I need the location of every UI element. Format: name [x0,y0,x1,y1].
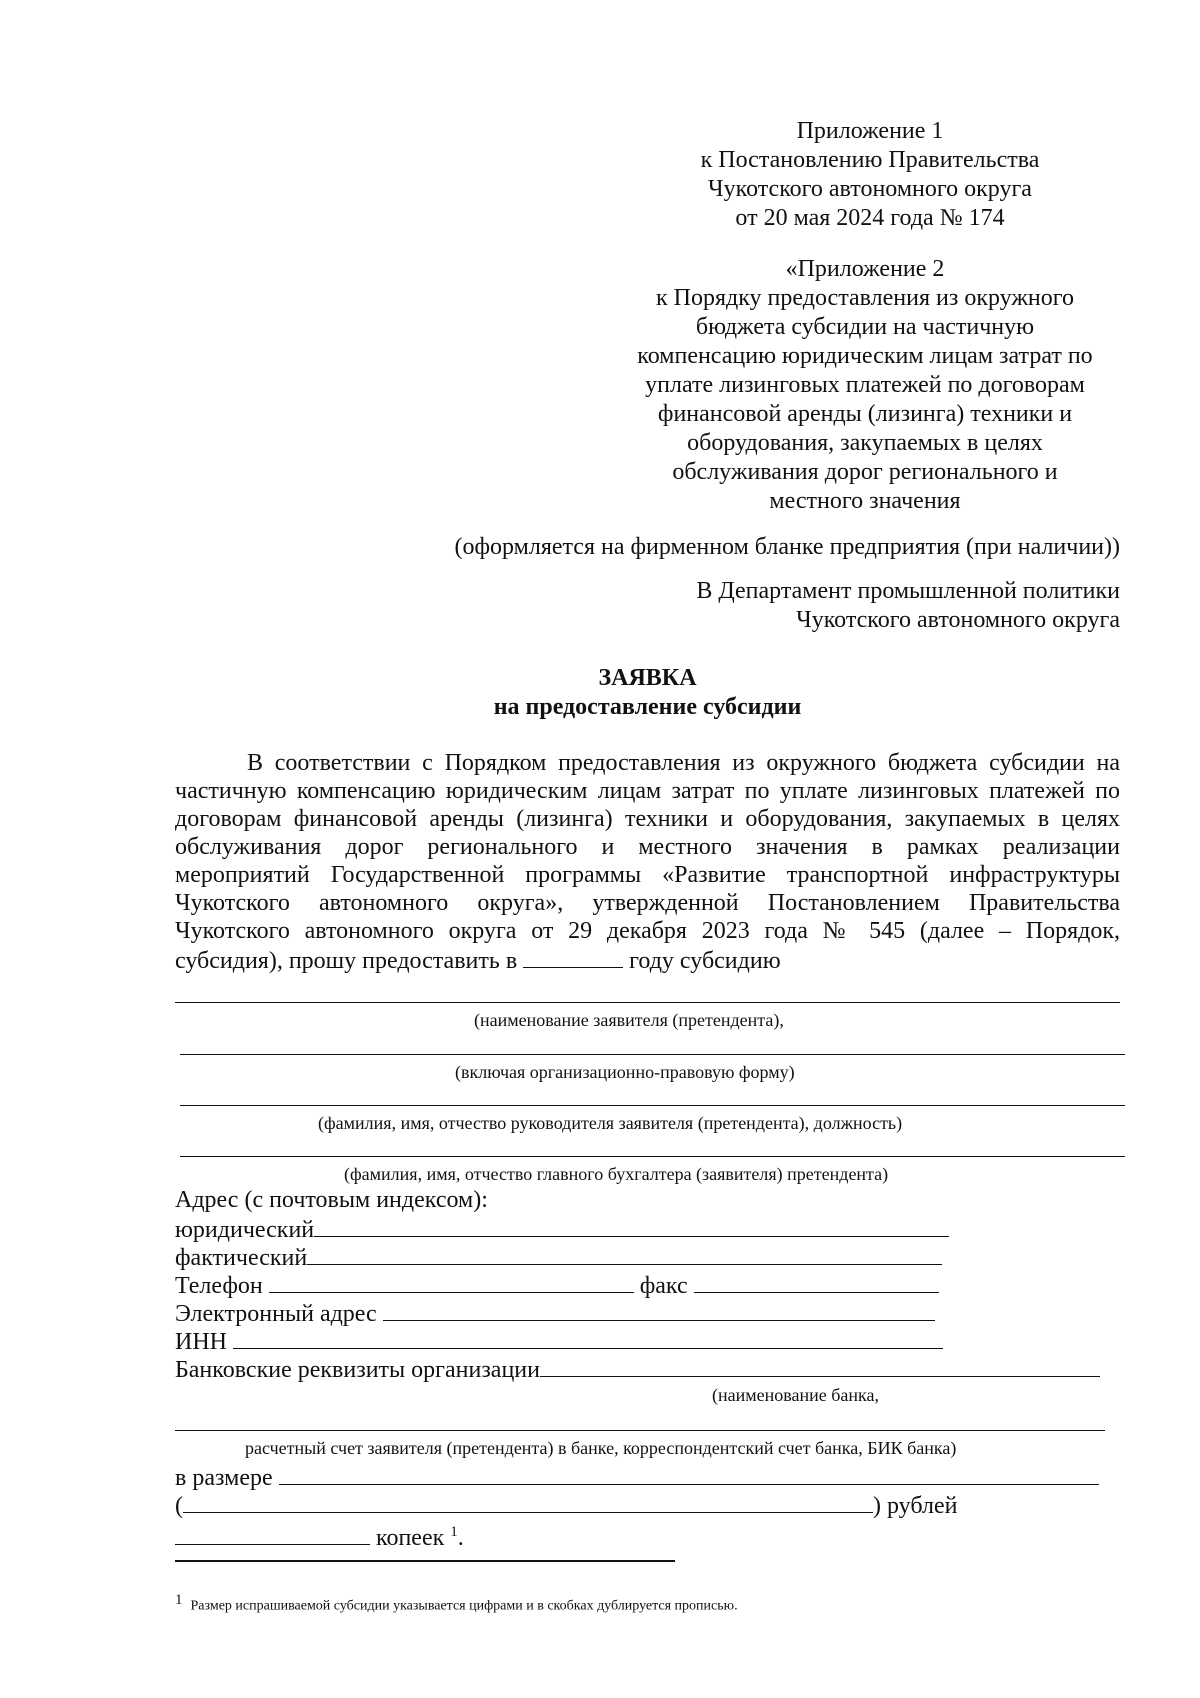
amount-words-field[interactable] [183,1490,873,1513]
caption-legal-form: (включая организационно-правовую форму) [455,1062,795,1082]
applicant-name-line[interactable] [175,1002,1120,1003]
appendix-1-header [660,117,1080,233]
appendix-2-line: уплате лизинговых платежей по договорам [645,372,1085,398]
bank-details-row: Банковские реквизиты организации [175,1354,1100,1384]
appendix-1-line: Чукотского автономного округа [708,176,1032,202]
letterhead-note: (оформляется на фирменном бланке предприятия (при наличии)) [454,534,1120,560]
appendix-2-line: оборудования, закупаемых в целях [687,430,1043,456]
appendix-2-line: к Порядку предоставления из окружного [655,285,1075,311]
title: ЗАЯВКА [598,665,697,691]
appendix-2-line: обслуживания дорог регионального и [672,459,1058,485]
actual-address-row: фактический [175,1242,942,1272]
amount-field[interactable] [279,1462,1099,1485]
kopecks-field[interactable] [175,1522,370,1545]
body-line: частичную компенсацию юридическим лицам затрат по уплате лизинговых платежей по [175,778,1120,804]
appendix-2-line: местного значения [769,488,961,514]
body-line: В соответствии с Порядком предоставления из окружного бюджета субсидии на [247,750,1120,776]
footnote-number: 1 [175,1592,183,1608]
appendix-2-line: финансовой аренды (лизинга) техники и [657,401,1073,427]
amount-row: в размере [175,1462,1099,1492]
email-field[interactable] [383,1298,935,1321]
body-line: Чукотского автономного округа», утвержденной Постановлением Правительства [175,890,1120,916]
accounts-line[interactable] [175,1430,1105,1431]
amount-words-row: ( ) рублей [175,1490,957,1520]
footnote-text: Размер испрашиваемой субсидии указывается цифрами и в скобках дублируется прописью. [190,1598,738,1614]
addressee-line: Чукотского автономного округа [796,607,1120,633]
caption-accounts: расчетный счет заявителя (претендента) в банке, корреспондентский счет банка, БИК банка) [245,1438,957,1458]
actual-address-field[interactable] [307,1242,942,1265]
caption-bank-name: (наименование банка, [712,1385,880,1405]
appendix-2-header [620,255,1110,516]
year-blank[interactable] [523,945,623,968]
footnote-separator [175,1560,675,1562]
caption-director: (фамилия, имя, отчество руководителя заявителя (претендента), должность) [318,1113,903,1133]
body-line: обслуживания дорог регионального и местного значения в рамках реализации [175,834,1120,860]
body-line: Чукотского автономного округа от 29 декабря 2023 года № 545 (далее – Порядок, [175,918,1120,944]
director-line[interactable] [180,1105,1125,1106]
appendix-1-line: от 20 мая 2024 года № 174 [735,205,1005,231]
email-row: Электронный адрес [175,1298,935,1328]
body-line: мероприятий Государственной программы «Развитие транспортной инфраструктуры [175,862,1120,888]
inn-row: ИНН [175,1326,943,1356]
document-title [175,664,1120,722]
inn-field[interactable] [233,1326,943,1349]
appendix-2-line: «Приложение 2 [785,256,945,282]
phone-field[interactable] [269,1270,634,1293]
body-line: договорам финансовой аренды (лизинга) техники и оборудования, закупаемых в целях [175,806,1120,832]
appendix-1-line: к Постановлению Правительства [700,147,1040,173]
caption-applicant-name: (наименование заявителя (претендента), [474,1010,784,1030]
addressee [500,577,1120,635]
footnote-reference[interactable]: 1 [450,1524,458,1540]
footnote [175,1592,738,1615]
appendix-2-line: бюджета субсидии на частичную [695,314,1035,340]
kopecks-row: копеек $^1$. [175,1518,464,1552]
legal-address-row: юридический [175,1214,949,1244]
fax-field[interactable] [694,1270,939,1293]
addressee-line: В Департамент промышленной политики [696,578,1120,604]
body-last-line: субсидия), прошу предоставить в году субсидию [175,945,1120,975]
appendix-2-line: компенсацию юридическим лицам затрат по [637,343,1093,369]
appendix-1-line: Приложение 1 [796,118,944,144]
subtitle: на предоставление субсидии [493,694,802,720]
caption-accountant: (фамилия, имя, отчество главного бухгалтера (заявителя) претендента) [344,1164,889,1184]
legal-form-line[interactable] [180,1054,1125,1055]
address-heading: Адрес (с почтовым индексом): [175,1187,488,1213]
phone-fax-row: Телефон факс [175,1270,939,1300]
body-paragraph [175,749,1120,975]
legal-address-field[interactable] [314,1214,949,1237]
accountant-line[interactable] [180,1156,1125,1157]
bank-details-field[interactable] [540,1354,1100,1377]
